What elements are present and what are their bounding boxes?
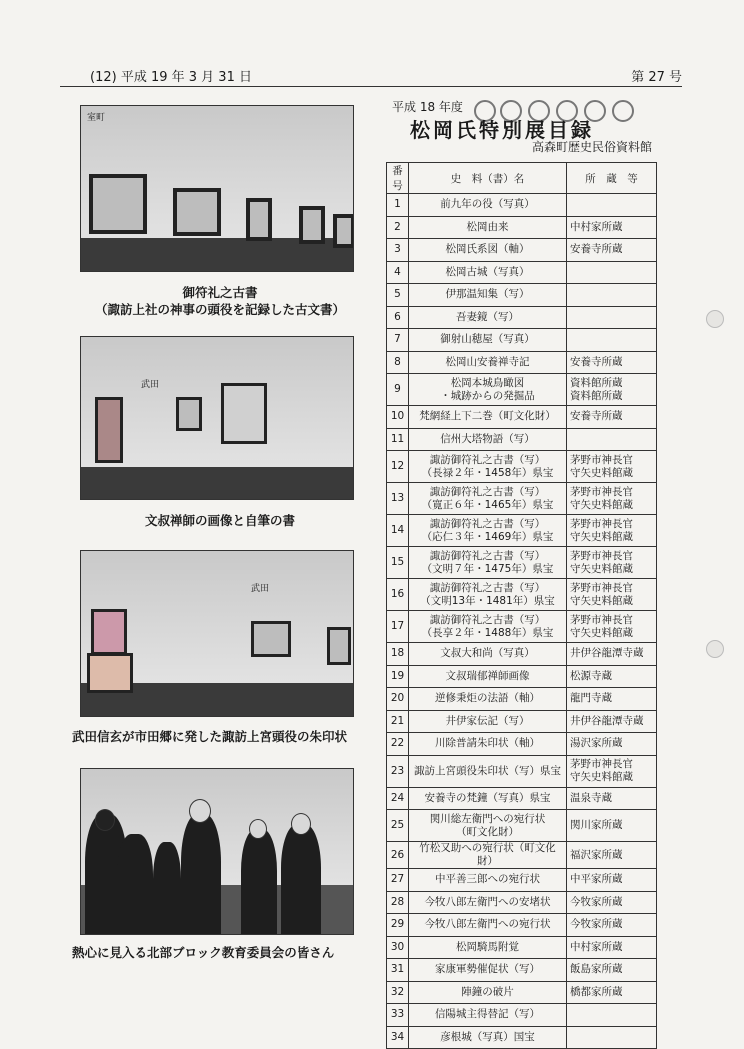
cell-name: 陣鐘の破片: [409, 981, 567, 1004]
table-row: [387, 406, 657, 429]
cell-no: 12: [387, 451, 409, 483]
table-row: [387, 643, 657, 666]
header-owner: 所 蔵 等: [567, 163, 657, 194]
cell-owner: 井伊谷龍潭寺蔵: [567, 710, 657, 733]
photo-bunshuku-portrait: [80, 336, 354, 500]
cell-name: 梵網経上下二巻（町文化財）: [409, 406, 567, 429]
photo-shuinjo-display: [80, 550, 354, 717]
catalog-title-block: [388, 98, 656, 156]
cell-name: 松岡古城（写真）: [409, 261, 567, 284]
cell-name: 中平善三郎への宛行状: [409, 869, 567, 892]
table-row: [387, 710, 657, 733]
cell-name: 伊那温知集（写）: [409, 284, 567, 307]
cell-no: 4: [387, 261, 409, 284]
cell-owner: [567, 261, 657, 284]
table-row: [387, 216, 657, 239]
table-header-row: [387, 163, 657, 194]
cell-owner: [567, 329, 657, 352]
table-row: [387, 869, 657, 892]
table-row: [387, 891, 657, 914]
table-row: [387, 239, 657, 262]
cell-name: 文叔大和尚（写真）: [409, 643, 567, 666]
cell-no: 10: [387, 406, 409, 429]
photo-caption-4: 熱心に見入る北部ブロック教育委員会の皆さん: [72, 945, 335, 960]
cell-no: 3: [387, 239, 409, 262]
cell-owner: 湯沢家所蔵: [567, 733, 657, 756]
cell-no: 22: [387, 733, 409, 756]
cell-owner: 茅野市神長官 守矢史料館蔵: [567, 515, 657, 547]
room-sign: 室町: [87, 113, 106, 123]
cell-no: 29: [387, 914, 409, 937]
table-row: [387, 515, 657, 547]
cell-no: 30: [387, 936, 409, 959]
cell-name: 諏訪御符礼之古書（写） （文明13年・1481年）県宝: [409, 579, 567, 611]
cell-no: 32: [387, 981, 409, 1004]
cell-no: 6: [387, 306, 409, 329]
cell-no: 11: [387, 428, 409, 451]
cell-name: 前九年の役（写真）: [409, 194, 567, 217]
cell-name: 松岡本城鳥瞰図 ・城跡からの発掘品: [409, 374, 567, 406]
room-sign: 武田: [141, 380, 160, 390]
cell-owner: 中村家所蔵: [567, 936, 657, 959]
catalog-year: 平成 18 年度: [392, 100, 463, 114]
cell-no: 7: [387, 329, 409, 352]
table-row: [387, 351, 657, 374]
cell-owner: 中平家所蔵: [567, 869, 657, 892]
table-row: [387, 579, 657, 611]
cell-no: 1: [387, 194, 409, 217]
table-row: [387, 428, 657, 451]
table-row: [387, 194, 657, 217]
cell-no: 26: [387, 842, 409, 869]
table-row: [387, 936, 657, 959]
cell-name: 諏訪御符礼之古書（写） （寛正６年・1465年）県宝: [409, 483, 567, 515]
cell-owner: 福沢家所蔵: [567, 842, 657, 869]
cell-name: 文叔瑞郁禅師画像: [409, 665, 567, 688]
cell-name: 松岡氏系図（軸）: [409, 239, 567, 262]
photo-caption-2: 文叔禅師の画像と自筆の書: [144, 513, 295, 528]
photo-ofuda-display: [80, 105, 354, 272]
room-sign: 武田: [251, 584, 270, 594]
catalog-title: 松岡氏特別展目録: [410, 118, 594, 142]
photo-caption-1: 御符礼之古書 （諏訪上社の神事の頭役を記録した古文書）: [94, 285, 345, 317]
cell-no: 34: [387, 1026, 409, 1049]
cell-no: 16: [387, 579, 409, 611]
table-row: [387, 611, 657, 643]
binder-hole: [706, 310, 724, 328]
cell-owner: [567, 1026, 657, 1049]
cell-name: 諏訪上宮頭役朱印状（写）県宝: [409, 755, 567, 787]
table-row: [387, 306, 657, 329]
photo-caption-3: 武田信玄が市田郷に発した諏訪上宮頭役の朱印状: [72, 729, 348, 744]
table-row: [387, 1004, 657, 1027]
cell-name: 吾妻鏡（写）: [409, 306, 567, 329]
cell-owner: 茅野市神長官 守矢史料館蔵: [567, 483, 657, 515]
photo-visitors: [80, 768, 354, 935]
cell-owner: 資料館所蔵 資料館所蔵: [567, 374, 657, 406]
cell-name: 今牧八郎左衛門への宛行状: [409, 914, 567, 937]
cell-owner: [567, 194, 657, 217]
cell-no: 25: [387, 810, 409, 842]
binder-hole: [706, 640, 724, 658]
cell-name: 今牧八郎左衛門への安堵状: [409, 891, 567, 914]
header-no: 番号: [387, 163, 409, 194]
cell-name: 松岡山安養禅寺記: [409, 351, 567, 374]
table-row: [387, 842, 657, 869]
cell-no: 24: [387, 787, 409, 810]
cell-no: 20: [387, 688, 409, 711]
table-row: [387, 755, 657, 787]
cell-name: 安養寺の梵鐘（写真）県宝: [409, 787, 567, 810]
cell-no: 28: [387, 891, 409, 914]
table-row: [387, 787, 657, 810]
table-row: [387, 261, 657, 284]
cell-no: 15: [387, 547, 409, 579]
cell-owner: 井伊谷龍潭寺蔵: [567, 643, 657, 666]
cell-no: 27: [387, 869, 409, 892]
cell-owner: 安養寺所蔵: [567, 406, 657, 429]
cell-no: 8: [387, 351, 409, 374]
cell-owner: 今牧家所蔵: [567, 914, 657, 937]
cell-name: 諏訪御符礼之古書（写） （長禄２年・1458年）県宝: [409, 451, 567, 483]
cell-name: 松岡由来: [409, 216, 567, 239]
cell-owner: 茅野市神長官 守矢史料館蔵: [567, 451, 657, 483]
cell-name: 信州大塔物語（写）: [409, 428, 567, 451]
table-row: [387, 981, 657, 1004]
cell-owner: 今牧家所蔵: [567, 891, 657, 914]
cell-owner: 茅野市神長官 守矢史料館蔵: [567, 579, 657, 611]
cell-owner: [567, 306, 657, 329]
cell-name: 松岡騎馬附覚: [409, 936, 567, 959]
cell-no: 23: [387, 755, 409, 787]
cell-name: 諏訪御符礼之古書（写） （応仁３年・1469年）県宝: [409, 515, 567, 547]
cell-name: 家康軍勢催促状（写）: [409, 959, 567, 982]
issue-number: 第 27 号: [631, 70, 682, 85]
cell-owner: 温泉寺蔵: [567, 787, 657, 810]
cell-owner: [567, 428, 657, 451]
cell-name: 関川総左衛門への宛行状 （町文化財）: [409, 810, 567, 842]
header-name: 史 料（書）名: [409, 163, 567, 194]
table-row: [387, 451, 657, 483]
cell-no: 31: [387, 959, 409, 982]
cell-name: 御射山穂屋（写真）: [409, 329, 567, 352]
table-row: [387, 733, 657, 756]
cell-no: 18: [387, 643, 409, 666]
cell-owner: [567, 284, 657, 307]
table-row: [387, 1026, 657, 1049]
cell-owner: [567, 1004, 657, 1027]
cell-owner: 松源寺蔵: [567, 665, 657, 688]
cell-no: 9: [387, 374, 409, 406]
cell-owner: 茅野市神長官 守矢史料館蔵: [567, 755, 657, 787]
table-row: [387, 374, 657, 406]
cell-no: 2: [387, 216, 409, 239]
table-row: [387, 547, 657, 579]
table-row: [387, 810, 657, 842]
cell-name: 川除普請朱印状（軸）: [409, 733, 567, 756]
table-row: [387, 688, 657, 711]
cell-no: 19: [387, 665, 409, 688]
cell-name: 竹松又助への宛行状（町文化財）: [409, 842, 567, 869]
cell-owner: 安養寺所蔵: [567, 351, 657, 374]
table-row: [387, 914, 657, 937]
catalog-organization: 高森町歴史民俗資料館: [531, 140, 652, 154]
cell-no: 14: [387, 515, 409, 547]
cell-owner: 飯島家所蔵: [567, 959, 657, 982]
cell-name: 井伊家伝記（写）: [409, 710, 567, 733]
cell-owner: 橋都家所蔵: [567, 981, 657, 1004]
cell-no: 33: [387, 1004, 409, 1027]
exhibit-catalog-table: [386, 162, 657, 1049]
page-header: [60, 62, 682, 85]
cell-owner: 安養寺所蔵: [567, 239, 657, 262]
table-row: [387, 483, 657, 515]
cell-no: 17: [387, 611, 409, 643]
cell-name: 諏訪御符礼之古書（写） （長享２年・1488年）県宝: [409, 611, 567, 643]
header-rule: [60, 86, 682, 87]
cell-no: 5: [387, 284, 409, 307]
cell-owner: 中村家所蔵: [567, 216, 657, 239]
cell-name: 彦根城（写真）国宝: [409, 1026, 567, 1049]
cell-owner: 茅野市神長官 守矢史料館蔵: [567, 611, 657, 643]
table-row: [387, 329, 657, 352]
cell-name: 信陽城主得替記（写）: [409, 1004, 567, 1027]
cell-owner: 関川家所蔵: [567, 810, 657, 842]
cell-owner: 茅野市神長官 守矢史料館蔵: [567, 547, 657, 579]
cell-owner: 龍門寺蔵: [567, 688, 657, 711]
catalog-body: [387, 194, 657, 1049]
cell-name: 逆修秉炬の法語（軸）: [409, 688, 567, 711]
table-row: [387, 665, 657, 688]
issue-date: (12) 平成 19 年 3 月 31 日: [90, 70, 252, 85]
cell-name: 諏訪御符礼之古書（写） （文明７年・1475年）県宝: [409, 547, 567, 579]
table-row: [387, 959, 657, 982]
table-row: [387, 284, 657, 307]
cell-no: 21: [387, 710, 409, 733]
cell-no: 13: [387, 483, 409, 515]
